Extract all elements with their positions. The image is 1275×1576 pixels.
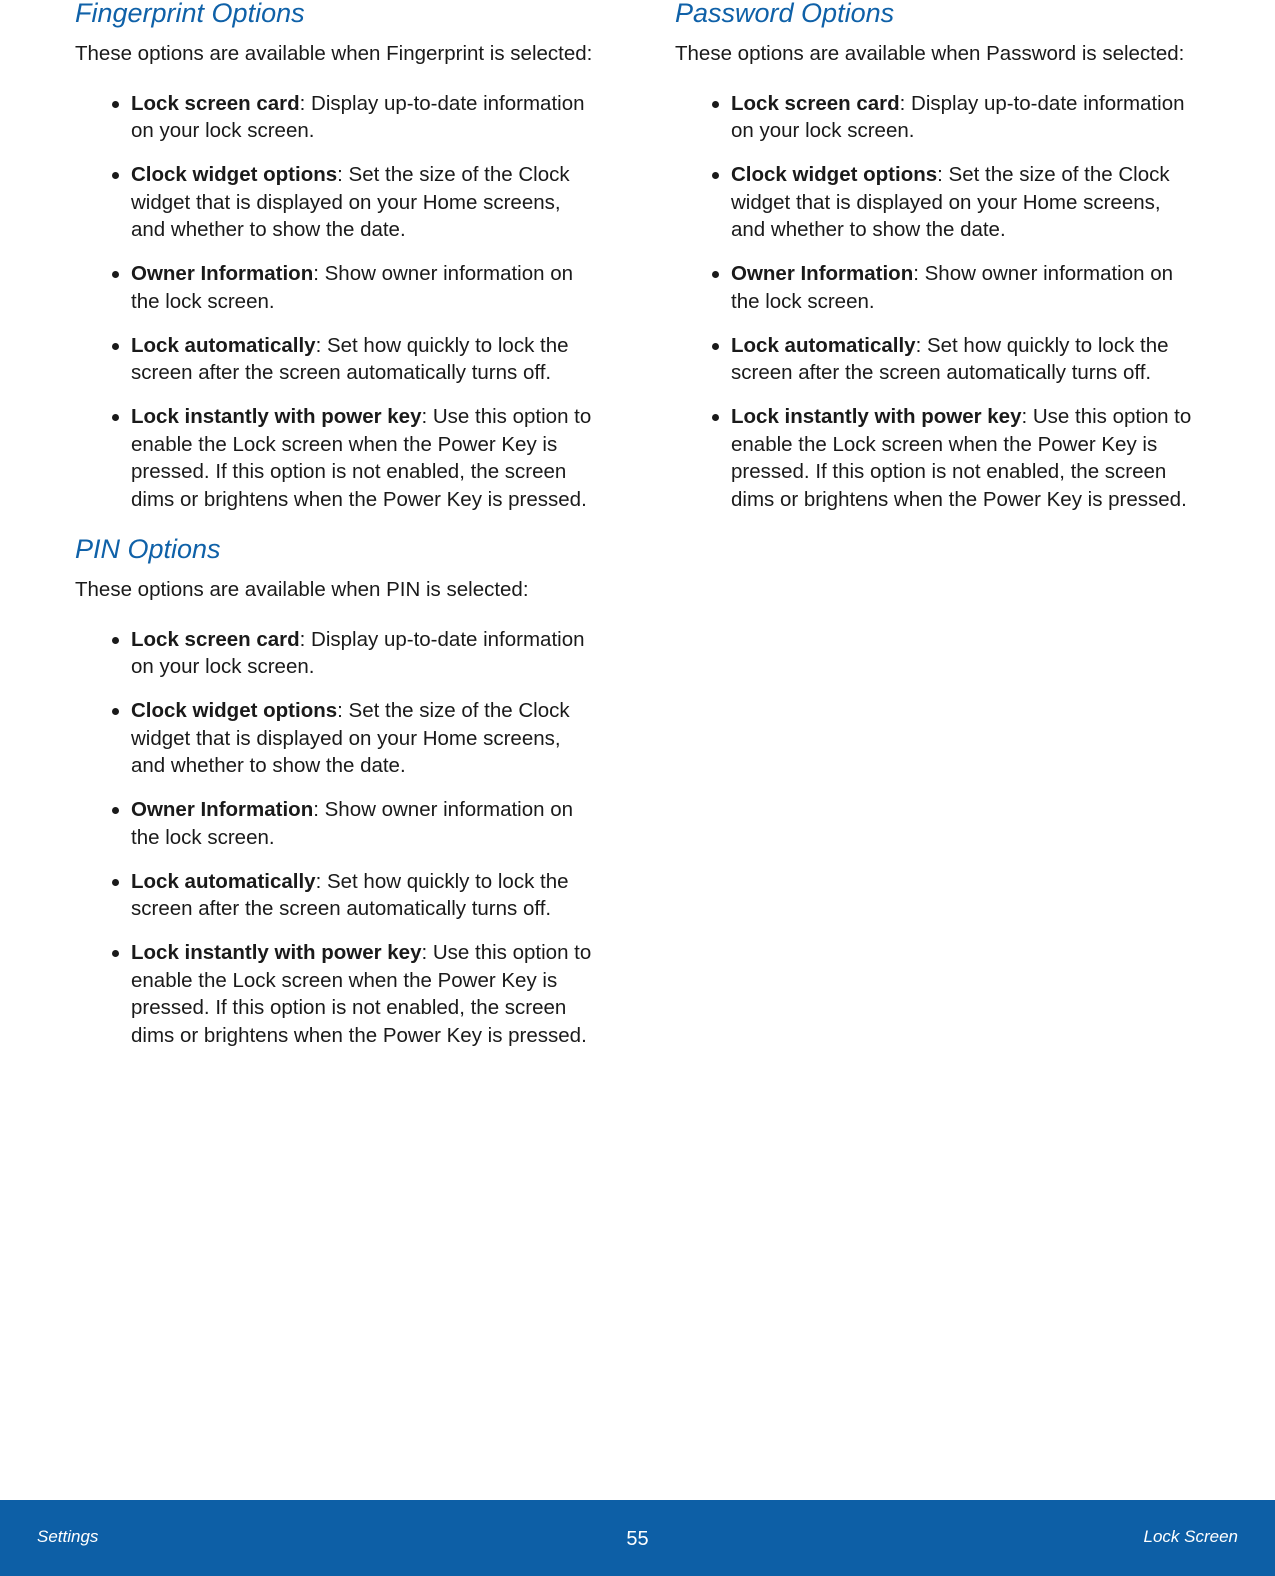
- list-item: [675, 161, 1195, 244]
- option-desc: : Set how quickly to lock the screen after the screen automatically turns off.: [131, 333, 569, 384]
- bullet-icon: [112, 879, 119, 886]
- bullet-icon: [712, 414, 719, 421]
- pin-options-list: [75, 626, 595, 1050]
- list-item: [75, 332, 595, 387]
- list-item: [675, 403, 1195, 513]
- page-footer: [0, 1500, 1275, 1576]
- option-desc: : Show owner information on the lock screen.: [131, 262, 574, 313]
- left-column: [75, 0, 595, 1066]
- right-column: [675, 0, 1195, 530]
- list-item: [75, 403, 595, 513]
- option-desc: : Set the size of the Clock widget that is displayed on your Home screens, and whether to show the date.: [731, 163, 1170, 241]
- list-item: [75, 626, 595, 681]
- bullet-icon: [112, 172, 119, 179]
- bullet-icon: [712, 172, 719, 179]
- option-term: Owner Information: [731, 262, 914, 285]
- fingerprint-intro: These options are available when Fingerprint is selected:: [75, 42, 593, 65]
- option-term: Lock screen card: [131, 627, 300, 651]
- password-section: [675, 0, 1195, 513]
- bullet-icon: [112, 708, 119, 715]
- pin-intro: These options are available when PIN is selected:: [75, 578, 529, 601]
- list-item: [75, 796, 595, 851]
- bullet-icon: [112, 414, 119, 421]
- option-term: Owner Information: [131, 798, 314, 821]
- bullet-icon: [112, 101, 119, 108]
- password-options-heading: Password Options: [675, 0, 895, 28]
- option-term: Lock screen card: [131, 91, 300, 115]
- option-desc: : Use this option to enable the Lock screen when the Power Key is pressed. If this option is not enabled, the screen dims or brightens when the Power Key is pressed.: [131, 941, 592, 1047]
- option-term: Clock widget options: [731, 163, 938, 186]
- bullet-icon: [112, 343, 119, 350]
- fingerprint-section: [75, 0, 595, 513]
- option-term: Owner Information: [131, 262, 314, 285]
- list-item: [675, 260, 1195, 315]
- fingerprint-options-list: [75, 90, 595, 514]
- option-term: Clock widget options: [131, 699, 338, 722]
- bullet-icon: [112, 271, 119, 278]
- password-intro: These options are available when Password is selected:: [675, 42, 1185, 65]
- option-desc: : Set the size of the Clock widget that is displayed on your Home screens, and whether to show the date.: [131, 163, 570, 241]
- list-item: [75, 161, 595, 244]
- bullet-icon: [112, 807, 119, 814]
- list-item: [675, 332, 1195, 387]
- option-term: Lock screen card: [731, 91, 900, 115]
- bullet-icon: [112, 950, 119, 957]
- footer-chapter-label: Lock Screen: [1143, 1527, 1238, 1546]
- pin-options-heading: PIN Options: [75, 534, 221, 564]
- option-term: Lock instantly with power key: [131, 405, 422, 428]
- option-term: Clock widget options: [131, 163, 338, 186]
- bullet-icon: [712, 343, 719, 350]
- option-desc: : Set how quickly to lock the screen after the screen automatically turns off.: [131, 869, 569, 920]
- bullet-icon: [712, 101, 719, 108]
- option-desc: : Set how quickly to lock the screen after the screen automatically turns off.: [731, 333, 1169, 384]
- page-number: 55: [626, 1528, 649, 1550]
- option-desc: : Use this option to enable the Lock screen when the Power Key is pressed. If this option is not enabled, the screen dims or brightens when the Power Key is pressed.: [131, 405, 592, 511]
- option-term: Lock automatically: [131, 869, 316, 893]
- list-item: [75, 939, 595, 1049]
- option-term: Lock instantly with power key: [131, 941, 422, 964]
- list-item: [75, 868, 595, 923]
- list-item: [75, 260, 595, 315]
- pin-section: [75, 536, 595, 1049]
- option-term: Lock instantly with power key: [731, 405, 1022, 428]
- footer-section-label: Settings: [37, 1527, 99, 1546]
- option-desc: : Display up-to-date information on your lock screen.: [731, 91, 1185, 142]
- bullet-icon: [712, 271, 719, 278]
- option-term: Lock automatically: [731, 333, 916, 357]
- list-item: [675, 90, 1195, 145]
- bullet-icon: [112, 637, 119, 644]
- list-item: [75, 90, 595, 145]
- option-desc: : Set the size of the Clock widget that is displayed on your Home screens, and whether to show the date.: [131, 699, 570, 777]
- list-item: [75, 697, 595, 780]
- option-term: Lock automatically: [131, 333, 316, 357]
- password-options-list: [675, 90, 1195, 514]
- option-desc: : Show owner information on the lock screen.: [131, 798, 574, 849]
- fingerprint-options-heading: Fingerprint Options: [75, 0, 305, 28]
- option-desc: : Display up-to-date information on your lock screen.: [131, 627, 585, 678]
- option-desc: : Use this option to enable the Lock screen when the Power Key is pressed. If this option is not enabled, the screen dims or brightens when the Power Key is pressed.: [731, 405, 1192, 511]
- option-desc: : Display up-to-date information on your lock screen.: [131, 91, 585, 142]
- option-desc: : Show owner information on the lock screen.: [731, 262, 1174, 313]
